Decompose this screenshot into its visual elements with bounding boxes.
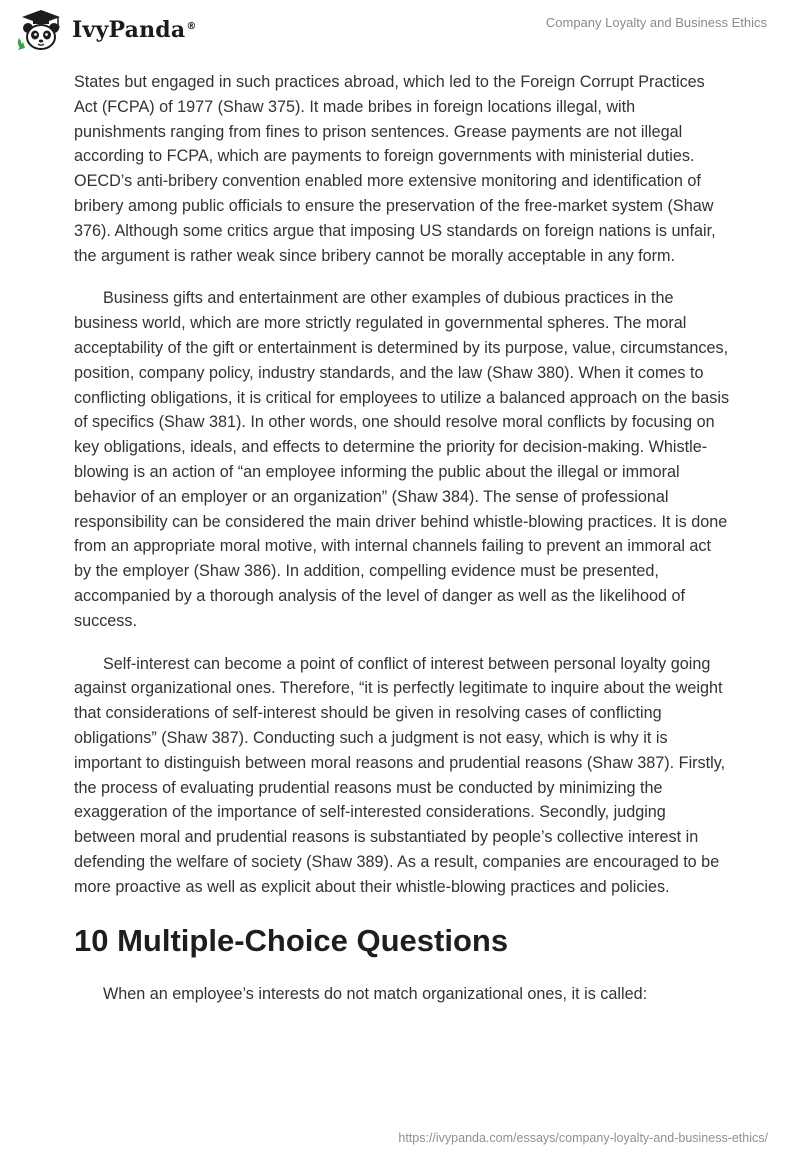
source-url-link[interactable]: https://ivypanda.com/essays/company-loyalty-and-business-ethics/ bbox=[398, 1131, 768, 1145]
registered-mark: ® bbox=[186, 20, 197, 32]
paragraph-fcpa: States but engaged in such practices abroad, which led to the Foreign Corrupt Practices Act (FCPA) of 1977 (Shaw 375). It made bribes in foreign locations illegal, with punishments ranging from fines to prison sentences. Grease payments are not illegal according to FCPA, which are payments to foreign governments with ministerial duties. OECD’s anti-bribery convention enabled more extensive monitoring and identification of bribery among public officials to ensure the preservation of the free-market system (Shaw 376). Although some critics argue that imposing US standards on foreign nations is unfair, the argument is rather weak since bribery cannot be morally acceptable in any form. bbox=[74, 73, 716, 265]
ivypanda-logo[interactable] bbox=[14, 8, 197, 52]
logo-text: IvyPanda bbox=[72, 17, 186, 43]
paragraph-self-interest: Self-interest can become a point of conflict of interest between personal loyalty going against organizational ones. Therefore, “it is perfectly legitimate to inquire about the weight that considerations of self-interest should be given in resolving cases of conflicting obligations” (Shaw 387). Conducting such a judgment is not easy, which is why it is important to distinguish between moral reasons and prudential reasons (Shaw 387). Firstly, the process of evaluating prudential reasons must be conducted by minimizing the exaggeration of the importance of self-interested considerations. Secondly, judging between moral and prudential reasons is substantiated by people’s collective interest in defending the welfare of society (Shaw 389). As a result, companies are encouraged to be more proactive as well as explicit about their whistle-blowing practices and policies. bbox=[74, 654, 726, 896]
section-heading: 10 Multiple-Choice Questions bbox=[74, 922, 509, 958]
question-text: When an employee’s interests do not match organizational ones, it is called: bbox=[103, 984, 648, 1003]
document-title: Company Loyalty and Business Ethics bbox=[545, 15, 767, 30]
essay-body bbox=[74, 70, 730, 1006]
paragraph-gifts-whistleblowing: Business gifts and entertainment are other examples of dubious practices in the business world, which are more strictly regulated in governmental spheres. The moral acceptability of the gift or entertainment is determined by its purpose, value, circumstances, position, company policy, industry standards, and the law (Shaw 380). When it comes to conflicting obligations, it is critical for employees to utilize a balanced approach on the basis of specifics (Shaw 381). In other words, one should resolve moral conflicts by focusing on key obligations, ideals, and effects to determine the priority for decision-making. Whistle-blowing is an action of “an employee informing the public about the illegal or immoral behavior of an employer or an organization” (Shaw 384). The sense of professional responsibility can be considered the main driver behind whistle-blowing practices. It is done from an appropriate moral motive, with internal channels failing to prevent an immoral act by the employer (Shaw 386). In addition, compelling evidence must be presented, accompanied by a thorough analysis of the level of danger as well as the likelihood of success. bbox=[74, 289, 730, 630]
panda-graduate-icon bbox=[14, 8, 66, 52]
logo-wordmark bbox=[72, 17, 197, 43]
page-header bbox=[0, 0, 800, 60]
